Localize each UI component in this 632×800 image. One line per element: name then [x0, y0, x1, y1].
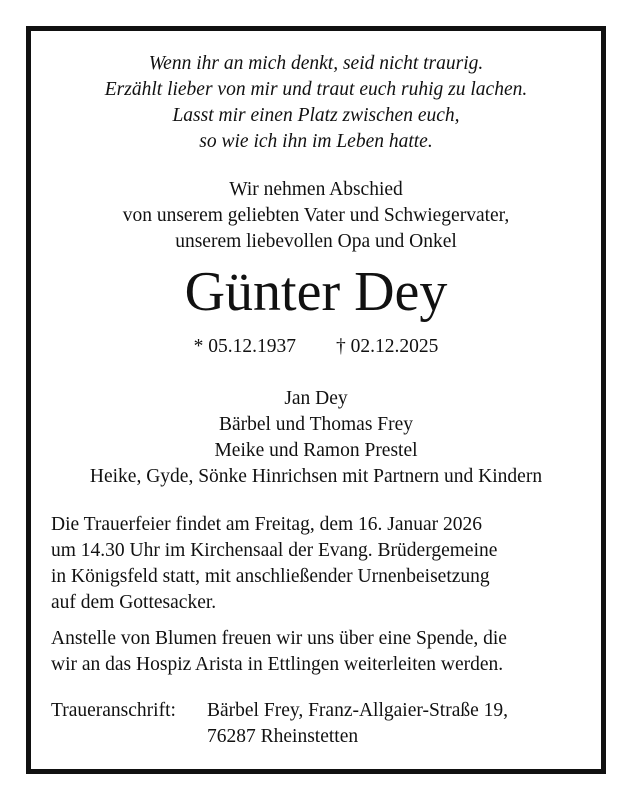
mourner-entry: Jan Dey: [284, 388, 348, 409]
funeral-line: Die Trauerfeier findet am Freitag, dem 16. Januar 2026: [51, 514, 483, 535]
birth-date: * 05.12.1937: [193, 336, 296, 357]
death-date: † 02.12.2025: [336, 336, 439, 357]
donation-line: Anstelle von Blumen freuen wir uns über eine Spende, die: [51, 628, 507, 649]
poem-line: Lasst mir einen Platz zwischen euch,: [172, 105, 460, 126]
poem: [31, 51, 601, 155]
farewell-intro: [31, 177, 601, 255]
address-label: Traueranschrift:: [51, 700, 176, 721]
donation-notice: [51, 626, 583, 678]
intro-line: unserem liebevollen Opa und Onkel: [175, 231, 457, 252]
donation-line: wir an das Hospiz Arista in Ettlingen weiterleiten werden.: [51, 654, 504, 675]
life-dates: [31, 334, 601, 360]
funeral-notice: [51, 512, 583, 616]
mourners-list: [31, 386, 601, 490]
funeral-line: in Königsfeld statt, mit anschließender Urnenbeisetzung: [51, 566, 490, 587]
mourner-entry: Bärbel und Thomas Frey: [218, 414, 414, 435]
poem-line: Wenn ihr an mich denkt, seid nicht traurig.: [148, 53, 484, 74]
poem-line: Erzählt lieber von mir und traut euch ruhig zu lachen.: [104, 79, 528, 100]
poem-line: so wie ich ihn im Leben hatte.: [199, 131, 433, 152]
obituary-frame: [26, 26, 606, 774]
funeral-line: um 14.30 Uhr im Kirchensaal der Evang. Brüdergemeine: [51, 540, 498, 561]
mourner-entry: Heike, Gyde, Sönke Hinrichsen mit Partnern und Kindern: [89, 466, 543, 487]
mourner-entry: Meike und Ramon Prestel: [214, 440, 418, 461]
address-line: 76287 Rheinstetten: [207, 726, 359, 747]
intro-line: von unserem geliebten Vater und Schwiegervater,: [122, 205, 510, 226]
funeral-line: auf dem Gottesacker.: [51, 592, 217, 613]
address-line: Bärbel Frey, Franz-Allgaier-Straße 19,: [207, 700, 509, 721]
intro-line: Wir nehmen Abschied: [229, 179, 403, 200]
deceased-name: Günter Dey: [184, 261, 448, 323]
